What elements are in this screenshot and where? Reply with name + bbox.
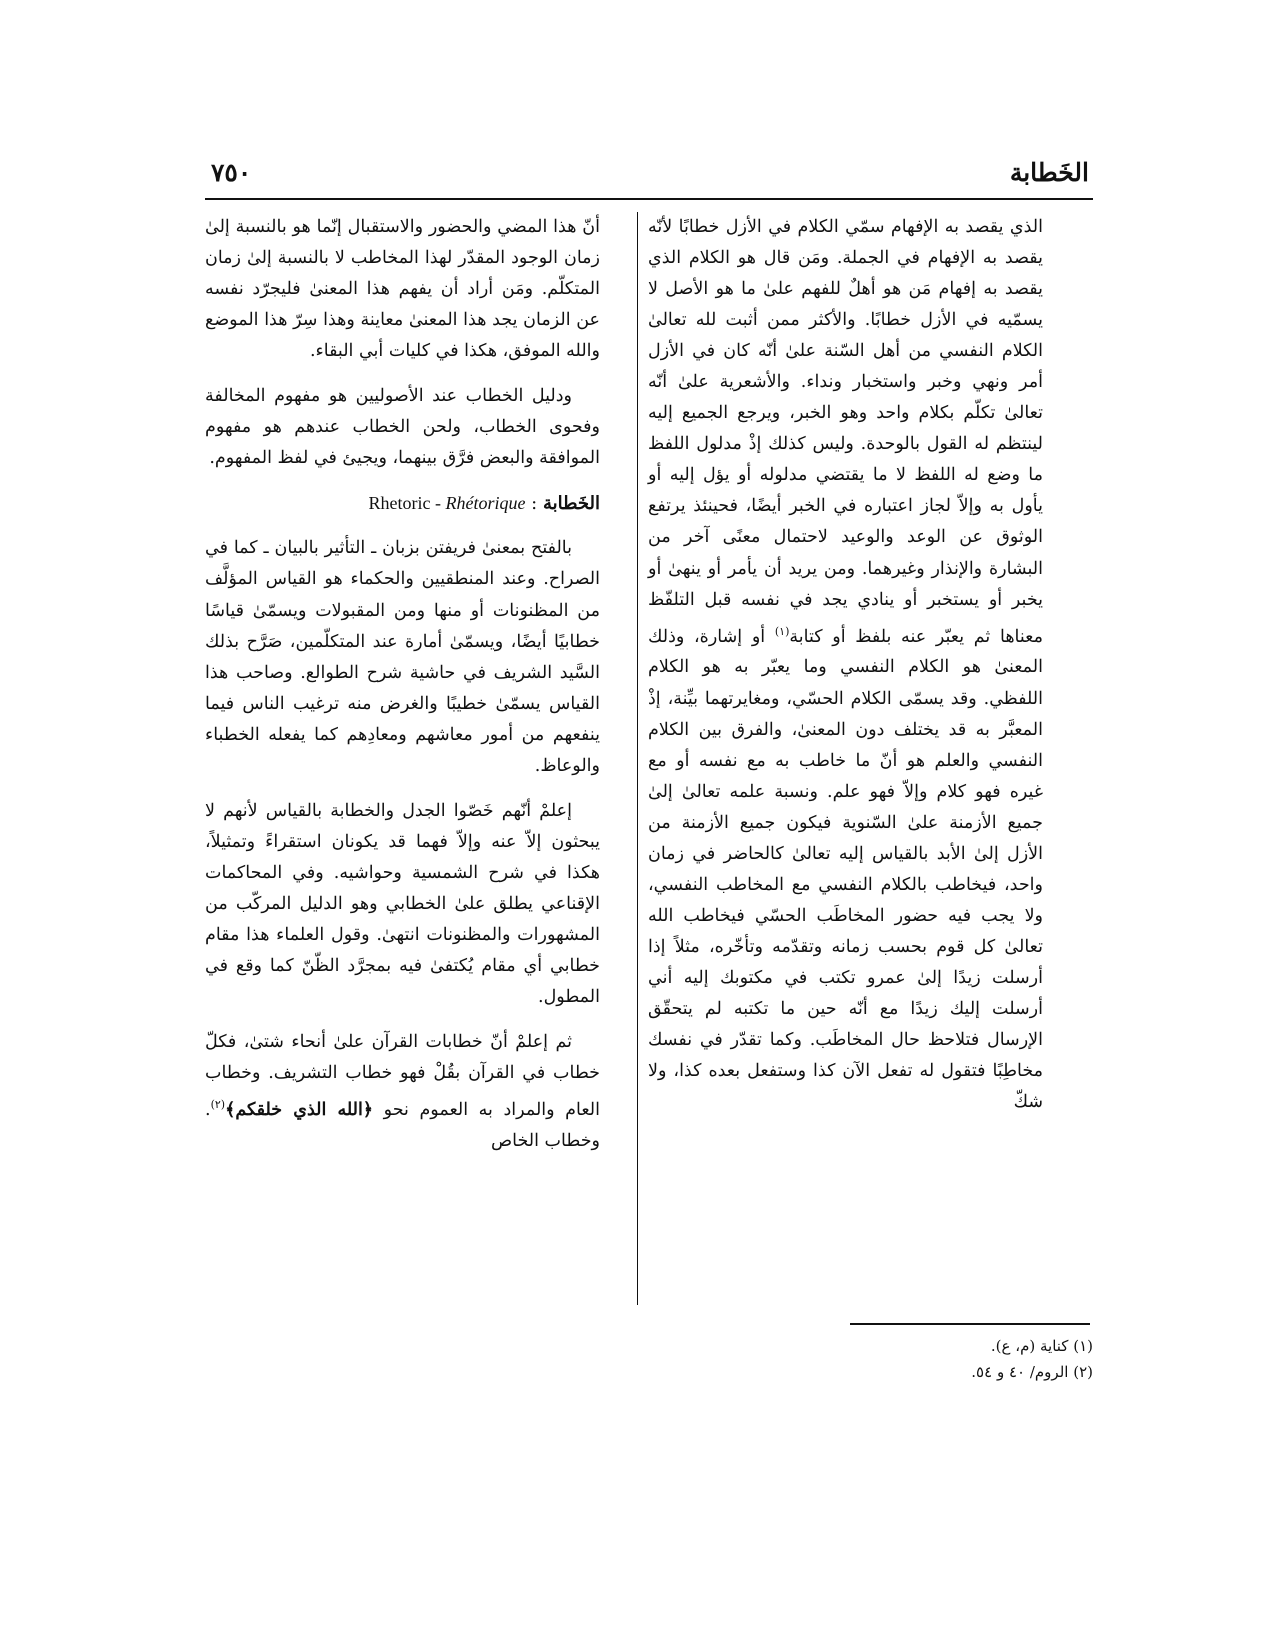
quran-quote: ﴿الله الذي خلقكم﴾ xyxy=(225,1100,374,1121)
paragraph: إعلمْ أنّهم خَصّوا الجدل والخطابة بالقياس لأنهم لا يبحثون إلاّ عنه وإلاّ فهما قد يكونان استقراءً وتمثيلاً، هكذا في شرح الشمسية وحواشيه. وفي المحاكمات الإقناعي يطلق علىٰ الخطابي وهو الدليل المركّب من المشهورات والمظنونات انتهىٰ. وقول العلماء هذا مقام خطابي أي مقام يُكتفىٰ فيه بمجرَّد الظّنّ كما وقع في المطول. xyxy=(205,800,600,1008)
page-header xyxy=(205,158,1093,200)
footnote: (٢) الروم/ ٤٠ و ٥٤. xyxy=(971,1363,1093,1381)
column-divider xyxy=(637,212,638,1305)
running-title: الخَطابة xyxy=(1009,158,1089,187)
footnote-marker: (١) xyxy=(774,624,790,638)
footnotes xyxy=(673,1333,1093,1385)
page-number: ٧٥٠ xyxy=(211,158,252,187)
entry-term: الخَطابة xyxy=(542,493,600,515)
entry-heading: الخَطابة : Rhetoric - Rhétorique xyxy=(368,493,600,515)
paragraph: أنّ هذا المضي والحضور والاستقبال إنّما هو بالنسبة إلىٰ زمان الوجود المقدّر لهذا المخاطب لا بالنسبة إلىٰ زمان المتكلّم. ومَن أراد أن يفهم هذا المعنىٰ فليجرّد نفسه عن الزمان يجد هذا المعنىٰ معاينة وهذا سِرّ هذا الموضع والله الموفق، هكذا في كليات أبي البقاء. xyxy=(205,217,600,362)
entry-translation: Rhetoric - Rhétorique xyxy=(368,493,526,514)
paragraph: الذي يقصد به الإفهام سمّي الكلام في الأزل خطابًا لأنّه يقصد به الإفهام في الجملة. ومَن قال هو الكلام الذي يقصد به إفهام مَن هو أهلٌ للفهم علىٰ ما هو الأصل لا يسمّيه في الأزل خطابًا. والأكثر ممن أثبت لله تعالىٰ الكلام النفسي من أهل السّنة علىٰ أنّه كان في الأزل أمر ونهي وخبر واستخبار ونداء. والأشعرية علىٰ أنّه تعالىٰ تكلّم بكلام واحد وهو الخبر، ويرجع الجميع إليه لينتظم له القول بالوحدة. وليس كذلك إذْ مدلول اللفظ ما وضع له اللفظ لا ما يقتضي مدلوله أو يؤل إليه أو يأول به وإلاّ لجاز اعتباره في الخبر أيضًا، فحينئذ يرتفع الوثوق عن الوعد والوعيد لاحتمال معنًى آخر من البشارة والإنذار وغيرهما. ومن يريد أن يأمر أو ينهىٰ أو يخبر أو يستخبر أو ينادي يجد في نفسه قبل التلفّظ معناها ثم يعبّر عنه بلفظ أو كتابة$^{(١)}$ أو إشارة، وذلك المعنىٰ هو الكلام النفسي وما يعبّر به هو الكلام اللفظي. وقد يسمّى الكلام الحسّي، ومغايرتهما بيِّنة، إذْ المعبَّر به قد يختلف دون المعنىٰ، والفرق بين الكلام النفسي والعلم هو أنّ ما خاطب به مع نفسه أو مع غيره فهو كلام وإلاّ فهو علم. ونسبة علمه تعالىٰ إلىٰ جميع الأزمنة علىٰ السّنوية فيكون جميع الأزمنة من الأزل إلىٰ الأبد بالقياس إليه تعالىٰ كالحاضر في زمان واحد، فيخاطب بالكلام النفسي مع المخاطب النفسي، ولا يجب فيه حضور المخاطَب الحسّي فيخاطب الله تعالىٰ كل قوم بحسب زمانه وتقدّمه وتأخّره، مثلاً إذا أرسلت زيدًا إلىٰ عمرو تكتب في مكتوبك إليه أني أرسلت إليك زيدًا مع أنّه حين ما تكتبه لم يتحقّق الإرسال فتلاحظ حال المخاطَب. وكما تقدّر في نفسك مخاطِبًا فتقول له تفعل الآن كذا وستفعل بعده كذا، ولا شكّ xyxy=(648,217,1043,1113)
paragraph: بالفتح بمعنىٰ فريفتن بزبان ـ التأثير بالبيان ـ كما في الصراح. وعند المنطقيين والحكماء هو القياس المؤلَّف من المظنونات أو منها ومن المقبولات ويسمّىٰ قياسًا خطابيًا أيضًا، ويسمّىٰ أمارة عند المتكلّمين، صَرَّح بذلك السَّيد الشريف في حاشية شرح الطوالع. وصاحب هذا القياس يسمّىٰ خطيبًا والغرض منه ترغيب الناس فيما ينفعهم من أمور معاشهم ومعادِهم كما يفعله الخطباء والوعاظ. xyxy=(205,538,600,776)
right-column xyxy=(648,212,1043,1118)
footnote: (١) كناية (م، ع). xyxy=(990,1337,1093,1355)
left-column xyxy=(205,212,600,1157)
footnote-rule xyxy=(850,1323,1090,1325)
paragraph: ودليل الخطاب عند الأصوليين هو مفهوم المخالفة وفحوى الخطاب، ولحن الخطاب عندهم هو مفهوم الموافقة والبعض فرَّق بينهما، ويجيئ في لفظ المفهوم. xyxy=(205,386,600,469)
paragraph: ثم إعلمْ أنّ خطابات القرآن علىٰ أنحاء شتىٰ، فكلّ خطاب في القرآن بقُلْ فهو خطاب التشريف. وخطاب العام والمراد به العموم نحو ﴿الله الذي خلقكم﴾$^{(٢)}$. وخطاب الخاص xyxy=(205,1032,600,1152)
footnote-marker: (٢) xyxy=(210,1098,226,1112)
